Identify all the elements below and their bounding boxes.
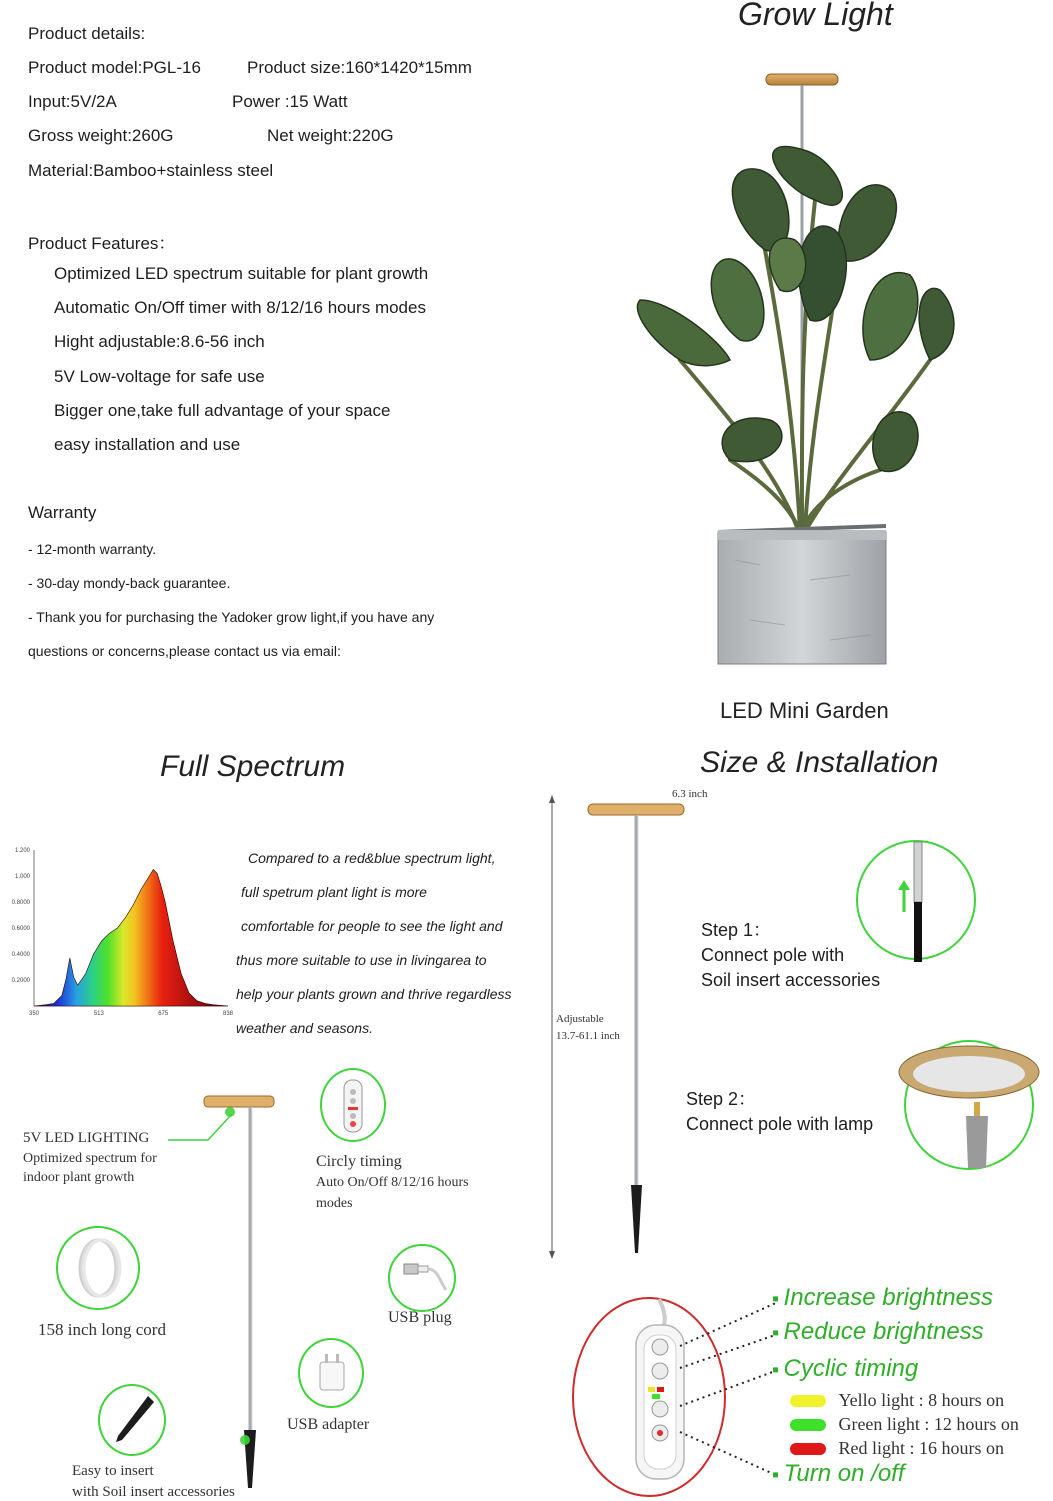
soil-insert-label: with Soil insert accessories	[72, 1484, 235, 1500]
warranty-line: - 12-month warranty.	[28, 541, 157, 557]
reduce-brightness-label: Reduce brightness	[783, 1318, 984, 1345]
led-lighting-title: 5V LED LIGHTING	[23, 1130, 150, 1146]
feature-item: easy installation and use	[54, 435, 241, 454]
spectrum-area	[34, 870, 228, 1007]
usb-plug-thumbnail	[388, 1244, 456, 1312]
feature-item: Optimized LED spectrum suitable for plant growth	[54, 264, 429, 283]
led-lighting-sub: indoor plant growth	[23, 1170, 135, 1185]
soil-insert-thumbnail	[98, 1384, 166, 1456]
green-dot	[790, 1419, 826, 1431]
disk-size-label: 6.3 inch	[672, 788, 708, 800]
controller-leader-lines	[680, 1296, 780, 1486]
product-details-heading: Product details:	[28, 24, 146, 43]
lamp-parts-image	[190, 1090, 310, 1495]
y-tick-label: 0.6000	[11, 926, 30, 932]
warranty-heading: Warranty	[28, 503, 97, 522]
usb-adapter-label: USB adapter	[287, 1416, 370, 1433]
product-model: Product model:PGL-16	[28, 58, 201, 77]
red-light-row	[790, 1438, 1004, 1459]
y-tick-label: 1.000	[14, 874, 30, 880]
usb-plug-label: USB plug	[388, 1309, 452, 1326]
step1-thumbnail	[856, 840, 976, 960]
size-diagram	[540, 795, 660, 1260]
green-light-row	[790, 1414, 1019, 1435]
cord-thumbnail	[56, 1226, 140, 1310]
net-weight: Net weight:220G	[267, 126, 394, 145]
step2-title: Step 2：	[686, 1089, 757, 1109]
y-tick-label: 0.4000	[11, 952, 30, 958]
feature-item: 5V Low-voltage for safe use	[54, 367, 265, 386]
potted-plant-image	[610, 60, 970, 670]
cyclic-timing-row	[772, 1355, 918, 1383]
grow-light-caption: LED Mini Garden	[720, 698, 889, 723]
increase-brightness-row	[772, 1284, 993, 1312]
soil-insert-label: Easy to insert	[72, 1463, 154, 1479]
full-spectrum-title: Full Spectrum	[160, 750, 346, 783]
bullet-icon: ▪	[772, 1464, 780, 1486]
adjustable-range: 13.7-61.1 inch	[556, 1030, 620, 1042]
feature-item: Bigger one,take full advantage of your space	[54, 401, 391, 420]
bullet-icon: ▪	[772, 1359, 780, 1381]
yellow-light-row	[790, 1390, 1004, 1411]
turn-on-off-row	[772, 1460, 905, 1488]
yellow-dot	[790, 1395, 826, 1407]
cyclic-timing-label: Cyclic timing	[783, 1355, 919, 1382]
green-light-label: Green light : 12 hours on	[838, 1414, 1019, 1434]
product-size: Product size:160*1420*15mm	[247, 58, 472, 77]
warranty-line: - Thank you for purchasing the Yadoker grow light,if you have any	[28, 609, 435, 625]
yellow-light-label: Yello light : 8 hours on	[838, 1390, 1005, 1410]
adjustable-label: Adjustable	[556, 1013, 604, 1025]
y-tick-label: 0.8000	[11, 900, 30, 906]
cord-label: 158 inch long cord	[38, 1320, 166, 1339]
y-tick-label: 0.2000	[11, 978, 30, 984]
circly-timing-sub: Auto On/Off 8/12/16 hours	[316, 1175, 469, 1190]
x-tick-label: 838	[222, 1011, 234, 1017]
step2-thumbnail	[904, 1040, 1034, 1170]
y-tick-label: 1.200	[14, 848, 30, 854]
step2-line: Connect pole with lamp	[686, 1114, 874, 1134]
features-heading: Product Features：	[28, 234, 176, 253]
controller-thumbnail	[320, 1068, 386, 1142]
step1-line: Soil insert accessories	[701, 970, 881, 990]
circly-timing-sub: modes	[316, 1196, 353, 1211]
spectrum-chart	[0, 842, 232, 1022]
spectrum-desc-line: weather and seasons.	[236, 1020, 373, 1036]
step1-title: Step 1：	[701, 920, 772, 940]
spectrum-desc-line: full spetrum plant light is more	[241, 884, 427, 900]
reduce-brightness-row	[772, 1318, 984, 1346]
step1-line: Connect pole with	[701, 945, 845, 965]
gross-weight: Gross weight:260G	[28, 126, 174, 145]
circly-timing-title: Circly timing	[316, 1153, 402, 1170]
increase-brightness-label: Increase brightness	[783, 1284, 993, 1311]
product-power: Power :15 Watt	[232, 92, 348, 111]
x-tick-label: 513	[93, 1011, 104, 1017]
spectrum-desc-line: help your plants grown and thrive regardless	[236, 986, 512, 1002]
bullet-icon: ▪	[772, 1288, 780, 1310]
spectrum-desc-line: comfortable for people to see the light and	[241, 918, 503, 934]
x-tick-label: 675	[158, 1011, 169, 1017]
spectrum-desc-line: thus more suitable to use in livingarea to	[236, 952, 487, 968]
spectrum-desc-line: Compared to a red&blue spectrum light,	[248, 850, 496, 866]
size-installation-title: Size & Installation	[700, 746, 939, 779]
feature-item: Hight adjustable:8.6-56 inch	[54, 332, 265, 351]
turn-on-off-label: Turn on /off	[783, 1460, 905, 1487]
led-lighting-sub: Optimized spectrum for	[23, 1151, 157, 1166]
warranty-line: questions or concerns,please contact us via email:	[28, 643, 341, 659]
warranty-line: - 30-day mondy-back guarantee.	[28, 575, 231, 591]
grow-light-title: Grow Light	[738, 0, 893, 32]
material: Material:Bamboo+stainless steel	[28, 161, 274, 180]
connector-line	[160, 1108, 240, 1148]
product-input: Input:5V/2A	[28, 92, 117, 111]
bullet-icon: ▪	[772, 1322, 780, 1344]
feature-item: Automatic On/Off timer with 8/12/16 hours modes	[54, 298, 426, 317]
red-light-label: Red light : 16 hours on	[838, 1438, 1004, 1458]
usb-adapter-thumbnail	[298, 1338, 364, 1408]
x-tick-label: 350	[28, 1011, 40, 1017]
red-dot	[790, 1443, 826, 1455]
